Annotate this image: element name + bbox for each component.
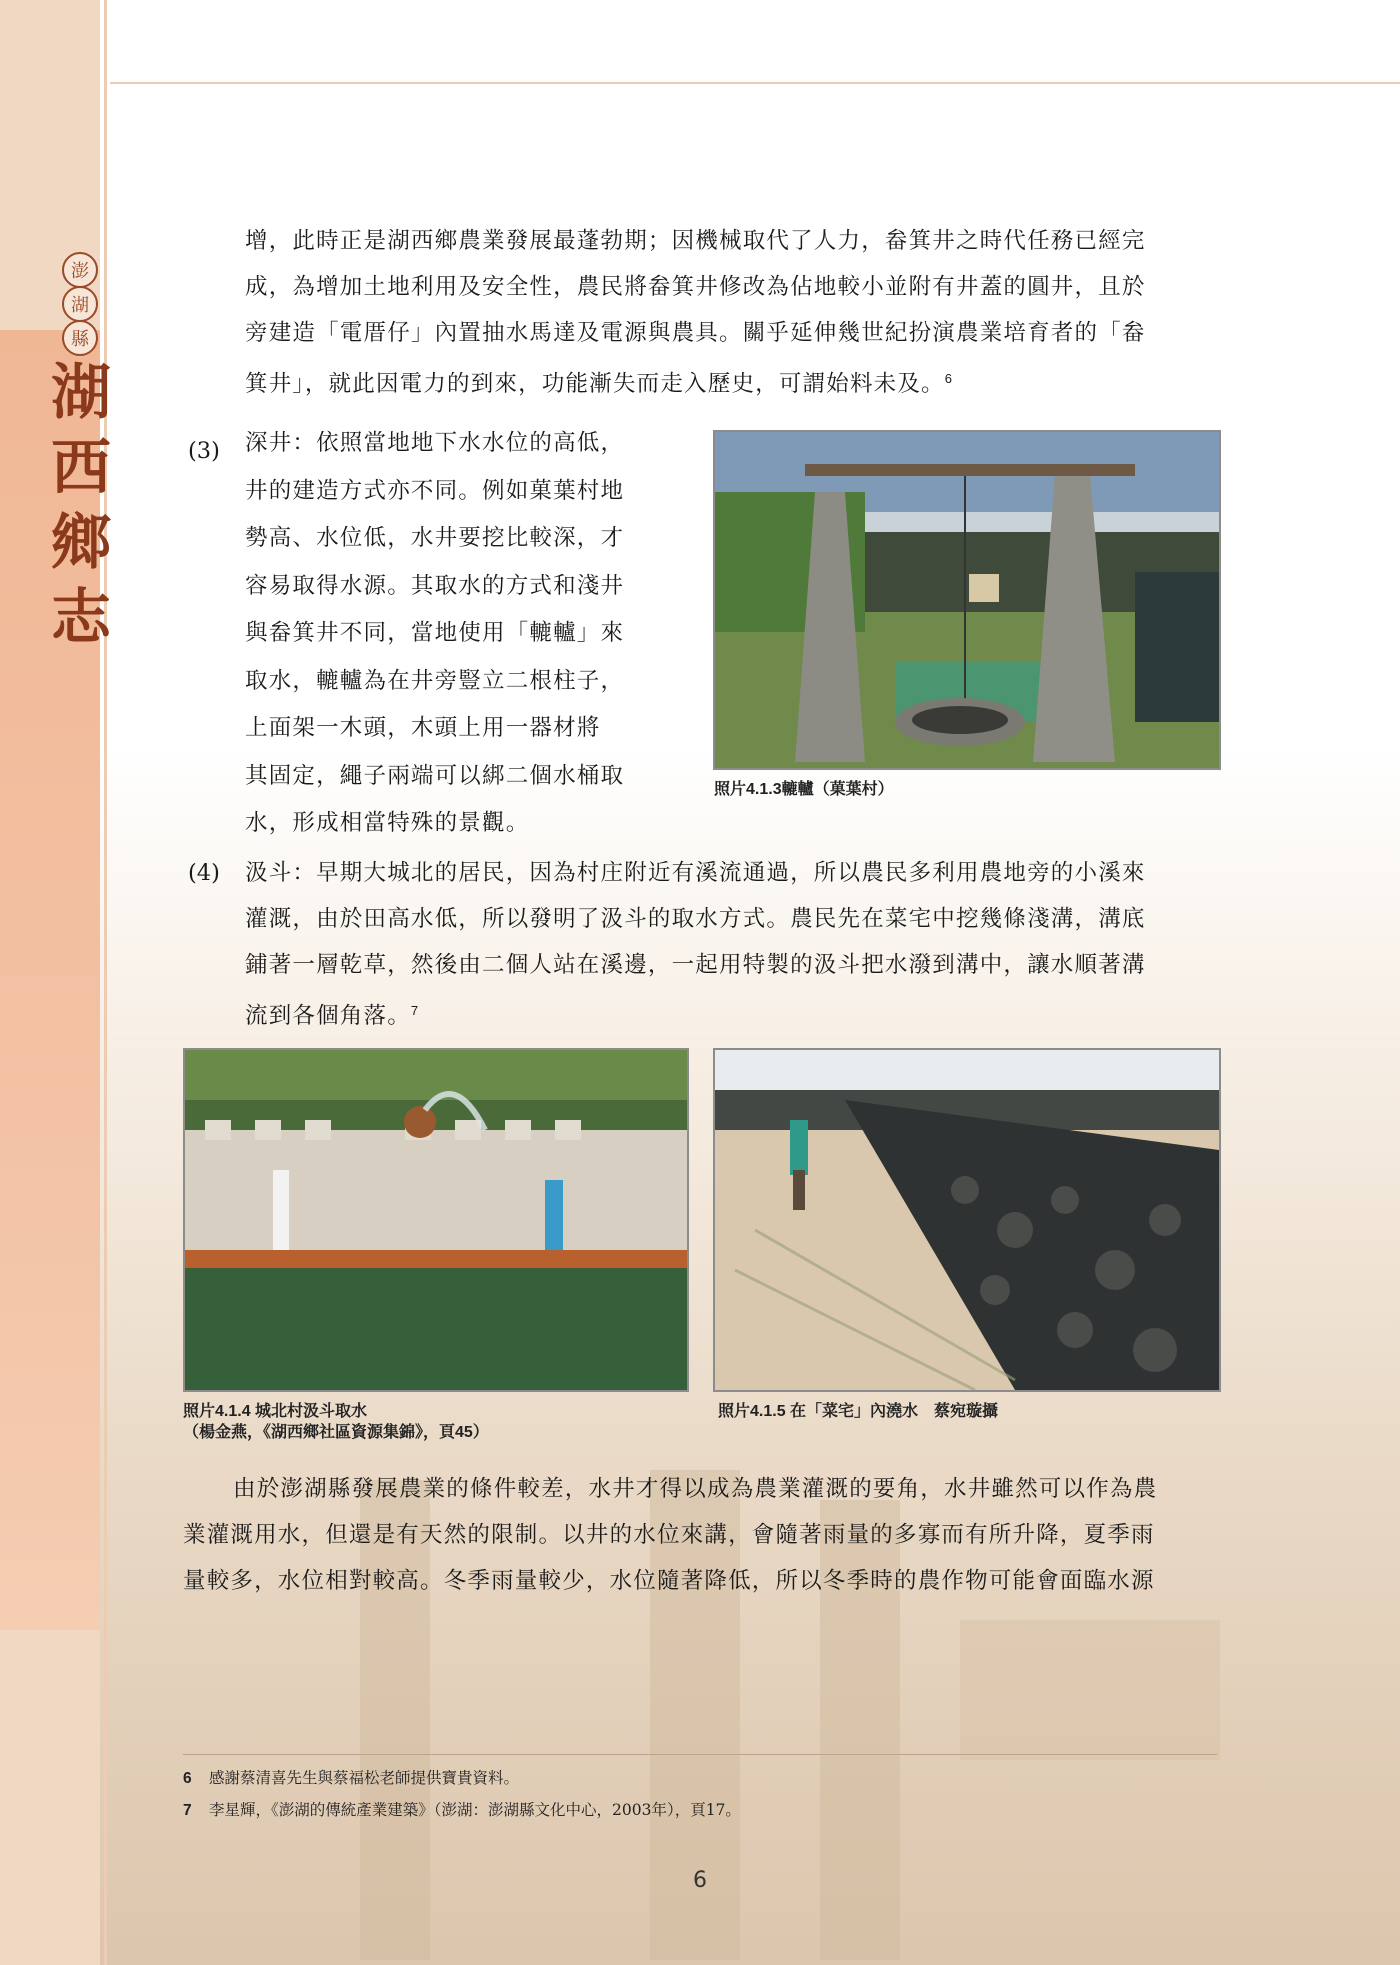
well-pulley-illustration bbox=[715, 432, 1219, 768]
watering-field-illustration bbox=[715, 1050, 1219, 1390]
text-line: 鋪著一層乾草，然後由二個人站在溪邊，一起用特製的汲斗把水潑到溝中，讓水順著溝 bbox=[245, 952, 1146, 978]
text-line: 上面架一木頭，木頭上用一器材將 bbox=[245, 715, 601, 741]
intro-paragraph bbox=[245, 218, 1146, 407]
text-line-content: 流到各個角落。 bbox=[245, 1003, 411, 1029]
footnote-text: 感謝蔡清喜先生與蔡福松老師提供寶貴資料。 bbox=[209, 1769, 520, 1787]
text-line: 與畚箕井不同，當地使用「轆轤」來 bbox=[245, 620, 625, 646]
photo-caption: 照片4.1.5 在「菜宅」內澆水 蔡宛璇攝 bbox=[718, 1403, 999, 1420]
text-line: 取水，轆轤為在井旁豎立二根柱子， bbox=[245, 667, 625, 694]
header-rule bbox=[110, 82, 1400, 84]
text-line: 勢高、水位低，水井要挖比較深，才 bbox=[245, 525, 625, 551]
text-line: 容易取得水源。其取水的方式和淺井 bbox=[245, 572, 625, 599]
photo-caption: 照片4.1.4 城北村汲斗取水 bbox=[183, 1403, 368, 1420]
side-seal-char: 湖 bbox=[62, 286, 98, 322]
photo-caption: 照片4.1.3轆轤（菓葉村） bbox=[714, 781, 894, 798]
side-title-char: 西 bbox=[51, 433, 111, 503]
side-seal-char: 縣 bbox=[62, 320, 98, 356]
text-line: 業灌溉用水，但還是有天然的限制。以井的水位來講，會隨著雨量的多寡而有所升降，夏季雨 bbox=[183, 1522, 1155, 1548]
footnote-number: 6 bbox=[183, 1770, 192, 1787]
text-line: 量較多，水位相對較高。冬季雨量較少，水位隨著降低，所以冬季時的農作物可能會面臨水源 bbox=[183, 1568, 1155, 1594]
item-number: (3) bbox=[188, 438, 220, 464]
background-structure bbox=[960, 1620, 1220, 1760]
text-line: 汲斗：早期大城北的居民，因為村庄附近有溪流通過，所以農民多利用農地旁的小溪來 bbox=[245, 860, 1146, 886]
text-line-content: 箕井」，就此因電力的到來，功能漸失而走入歷史，可謂始料未及。 bbox=[245, 371, 945, 397]
text-line: 增，此時正是湖西鄉農業發展最蓬勃期；因機械取代了人力，畚箕井之時代任務已經完 bbox=[245, 228, 1146, 254]
footnote-rule bbox=[183, 1754, 1217, 1755]
footnote-item bbox=[183, 1798, 741, 1820]
footnote-item bbox=[183, 1766, 519, 1788]
side-seal-char: 澎 bbox=[62, 252, 98, 288]
side-divider bbox=[104, 0, 107, 1965]
side-title-char: 志 bbox=[51, 583, 111, 653]
footnote-text: 李星輝，《澎湖的傳統產業建築》（澎湖：澎湖縣文化中心，2003年），頁17。 bbox=[209, 1801, 741, 1819]
footnote-ref[interactable]: 7 bbox=[410, 1003, 420, 1018]
outro-paragraph bbox=[183, 1466, 1157, 1604]
side-title-char: 湖 bbox=[51, 358, 111, 428]
text-line bbox=[245, 988, 1146, 1039]
bucket-scooping-illustration bbox=[185, 1050, 687, 1390]
photo-well-pulley bbox=[713, 430, 1221, 770]
text-line: 其固定，繩子兩端可以綁二個水桶取 bbox=[245, 762, 625, 789]
item4-paragraph bbox=[245, 850, 1146, 1039]
text-line: 井的建造方式亦不同。例如菓葉村地 bbox=[245, 477, 625, 504]
text-line: 旁建造「電厝仔」內置抽水馬達及電源與農具。關乎延伸幾世紀扮演農業培育者的「畚 bbox=[245, 320, 1146, 346]
text-line: 水，形成相當特殊的景觀。 bbox=[245, 810, 530, 836]
text-line: 灌溉，由於田高水低，所以發明了汲斗的取水方式。農民先在菜宅中挖幾條淺溝，溝底 bbox=[245, 906, 1146, 932]
text-line bbox=[245, 356, 1146, 407]
photo-caption-source: （楊金燕，《湖西鄉社區資源集錦》，頁45） bbox=[183, 1424, 489, 1441]
side-title-char: 鄉 bbox=[51, 508, 111, 578]
footnote-ref[interactable]: 6 bbox=[944, 371, 954, 386]
item-number: (4) bbox=[188, 860, 220, 886]
text-line: 成，為增加土地利用及安全性，農民將畚箕井修改為佔地較小並附有井蓋的圓井，且於 bbox=[245, 274, 1146, 300]
item3-paragraph bbox=[245, 420, 624, 848]
footnote-number: 7 bbox=[183, 1802, 192, 1819]
page-number: 6 bbox=[693, 1868, 707, 1893]
photo-watering-field bbox=[713, 1048, 1221, 1392]
text-line: 深井：依照當地地下水水位的高低， bbox=[245, 430, 625, 456]
text-line: 由於澎湖縣發展農業的條件較差，水井才得以成為農業灌溉的要角，水井雖然可以作為農 bbox=[233, 1476, 1158, 1502]
photo-bucket-scooping bbox=[183, 1048, 689, 1392]
